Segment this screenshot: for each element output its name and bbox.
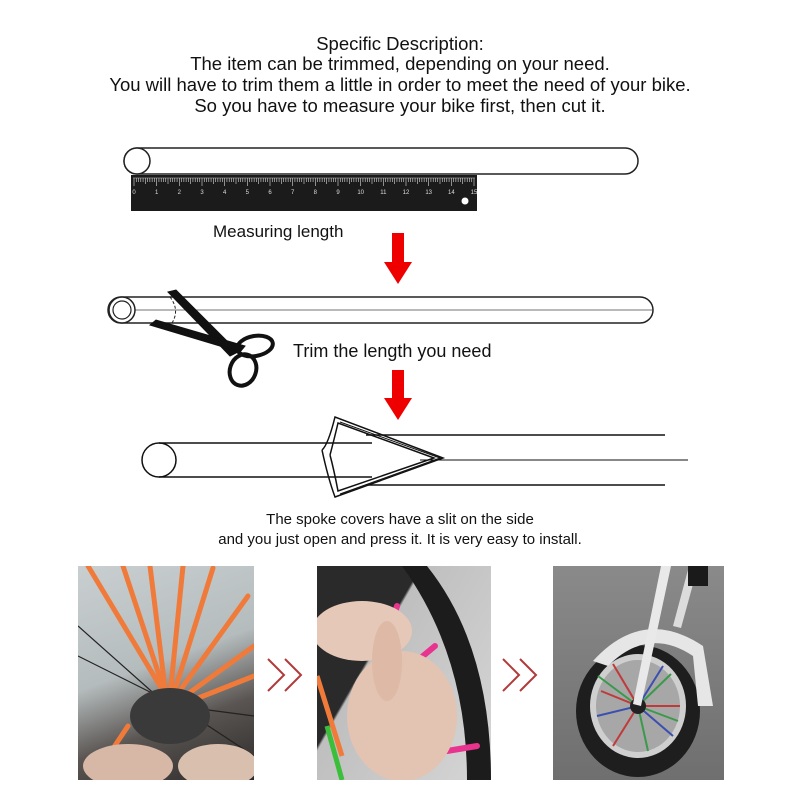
svg-text:5: 5 — [245, 190, 250, 196]
next-chevron-icon — [500, 655, 545, 700]
motorcycle-wheel-image — [553, 566, 724, 780]
svg-text:12: 12 — [402, 190, 410, 196]
trim-length-label: Trim the length you need — [293, 341, 492, 361]
down-arrow-icon — [384, 233, 412, 284]
slit-tube-icon — [142, 417, 688, 497]
ruler-hole-icon — [462, 198, 469, 205]
photo-installed-wheel — [553, 566, 724, 780]
description-line-1: The item can be trimmed, depending on your need. — [190, 53, 610, 74]
svg-text:2: 2 — [177, 190, 182, 196]
svg-text:1: 1 — [154, 190, 159, 196]
svg-text:7: 7 — [290, 190, 295, 196]
description-title: Specific Description: — [316, 33, 484, 54]
description-line-3: So you have to measure your bike first, then cut it. — [194, 95, 606, 116]
install-line-2: and you just open and press it. It is very easy to install. — [218, 531, 582, 548]
svg-text:13: 13 — [425, 190, 433, 196]
svg-text:11: 11 — [380, 190, 387, 196]
svg-text:6: 6 — [268, 190, 272, 196]
down-arrow-icon — [384, 370, 412, 420]
svg-text:3: 3 — [200, 190, 204, 196]
svg-text:15: 15 — [470, 190, 478, 196]
svg-text:14: 14 — [447, 190, 455, 196]
svg-text:0: 0 — [132, 190, 136, 196]
install-line-1: The spoke covers have a slit on the side — [266, 511, 534, 528]
measuring-length-label: Measuring length — [213, 222, 344, 241]
svg-text:8: 8 — [313, 190, 318, 196]
svg-text:10: 10 — [357, 190, 365, 196]
photo-install-pink — [317, 566, 491, 780]
orange-spokes-image — [78, 566, 254, 780]
svg-text:4: 4 — [222, 190, 227, 196]
svg-text:9: 9 — [336, 190, 340, 196]
photo-install-orange — [78, 566, 254, 780]
pink-cover-hand-image — [317, 566, 491, 780]
spoke-cover-tube-icon — [124, 148, 638, 174]
description-line-2: You will have to trim them a little in order to meet the need of your bike. — [109, 74, 691, 95]
next-chevron-icon — [265, 655, 310, 700]
